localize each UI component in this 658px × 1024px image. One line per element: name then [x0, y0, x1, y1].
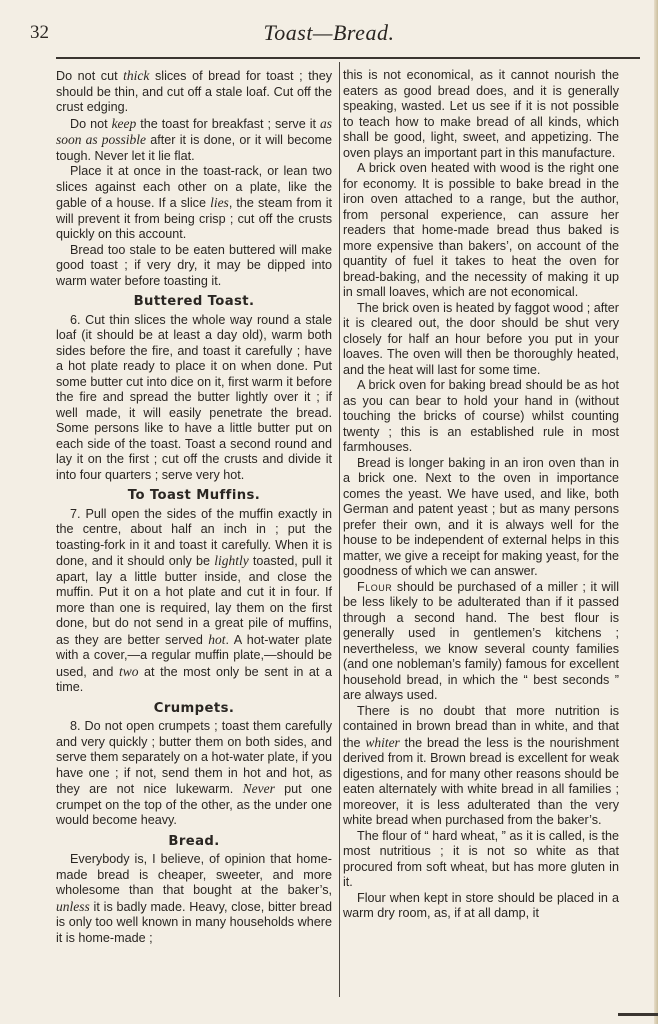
right-column — [343, 68, 619, 922]
heading-buttered-toast: Buttered Toast. — [133, 294, 255, 309]
paragraph: this is not economical, as it cannot nourish the eaters as good bread does, and it is generally speaking, wasted. Let us see if it is not possible to teach how to make bread of all kinds, which shall be good, light, sweet, and appetizing. The oven plays an important part in this manufacture. — [343, 68, 619, 160]
paragraph: 7. Pull open the sides of the muffin exactly in the centre, about half an inch in ; put the toasting-fork in it and toast it carefully. When it is done, and it should only be lightly toasted, pull it apart, lay a little butter inside, and close the muffin. Put it on a hot plate and cut it in four. If more than one is required, lay them on the first done, but do not send in a great pile of muffins, as they are better served hot. A hot-water plate with a cover,—a regular muffin plate,—should be used, and two at the most only be sent in at a time. — [56, 506, 332, 694]
paragraph: 8. Do not open crumpets ; toast them carefully and very quickly ; butter them on both sides, and serve them separately on a hot-water plate, if you have one ; if not, send them in hot and hot, as they are not nice lukewarm. Never put one crumpet on the top of the other, as the under one would become heavy. — [56, 719, 332, 827]
heading-bread: Bread. — [168, 833, 220, 849]
paragraph: Place it at once in the toast-rack, or lean two slices against each other on a plate, like the gable of a house. If a slice lies, the steam from it will prevent it from being crisp ; cut off the crusts quickly on this account. — [56, 164, 333, 241]
paragraph: Flour when kept in store should be placed in a warm dry room, as, if at all damp, it — [343, 890, 619, 920]
paragraph: Bread is longer baking in an iron oven than in a brick one. Next to the oven in importance comes the yeast. We have used, and like, both German and patent yeast ; but as many persons prefer their own, and it is always well for the house to be independent of external helps in this matter, we give a receipt for making yeast, for the goodness of which we can answer. — [343, 455, 619, 578]
page-edge — [654, 0, 658, 1024]
paragraph: The brick oven is heated by faggot wood ; after it is cleared out, the door should be shut very closely for half an hour before you put in your loaves. The oven will then be thoroughly heated, and the heat will last for some time. — [343, 300, 619, 377]
left-column — [56, 68, 332, 946]
column-divider — [339, 62, 340, 997]
paragraph: Flour should be purchased of a miller ; it will be less likely to be adulterated than if it passed through a second hand. The best flour is generally used in gentlemen’s kitchens ; nevertheless, we know several county families (and one nobleman’s family) famous for excellent household bread, in which the “ best seconds ” are always used. — [343, 579, 619, 702]
paragraph: Bread too stale to be eaten buttered will make good toast ; if very dry, it may be dipped into warm water before toasting it. — [56, 242, 332, 288]
paragraph: Do not keep the toast for breakfast ; serve it as soon as possible after it is done, or it will become tough. Never let it lie flat. — [56, 115, 332, 163]
paragraph: 6. Cut thin slices the whole way round a stale loaf (it should be at least a day old), warm both sides before the fire, and toast it carefully ; have a hot plate ready to place it on when done. Put some butter cut into dice on it, first warm it before the fire and spread the butter lightly over it ; if well made, it will easily penetrate the bread. Some persons like to have a little butter put on each side of the toast. Toast a second round and lay it on the first ; cut off the crusts and divide it into four quarters ; serve very hot. — [56, 312, 332, 482]
paragraph: Everybody is, I believe, of opinion that home-made bread is cheaper, sweeter, and more wholesome than that bought at the baker’s, unless it is badly made. Heavy, close, bitter bread is only too well known in many households where it is home-made ; — [56, 852, 332, 945]
heading-to-toast-muffins: To Toast Muffins. — [127, 488, 261, 503]
top-rule — [56, 57, 640, 59]
heading-crumpets: Crumpets. — [153, 700, 235, 716]
paragraph: Do not cut thick slices of bread for toast ; they should be thin, and cut off a stale loaf. Cut off the crust edging. — [56, 68, 332, 114]
running-head: Toast—Bread. — [263, 20, 395, 45]
paragraph: The flour of “ hard wheat, ” as it is called, is the most nutritious ; it is not so white as that procured from soft wheat, but has more gluten in it. — [343, 828, 619, 889]
paragraph: A brick oven heated with wood is the right one for economy. It is possible to bake bread in the iron oven attached to a range, but the author, from personal experience, can assure her readers that home-made bread thus baked is more expensive than bakers’, on account of the quantity of fuel it takes to heat the oven for bread-baking, and the necessity of making it up in small loaves, which are not economical. — [343, 161, 619, 299]
page-number: 32 — [30, 22, 49, 43]
paragraph: A brick oven for baking bread should be as hot as you can bear to hold your hand in (without touching the bricks of course) whilst counting twenty ; this is an established rule in most farmhouses. — [343, 378, 619, 454]
edge-mark — [618, 1013, 658, 1016]
paragraph: There is no doubt that more nutrition is contained in brown bread than in white, and that the whiter the bread the less is the nourishment derived from it. Brown bread is excellent for weak digestions, and for many other reasons should be eaten alternately with white bread in all families ; moreover, it is less adulterated than the very white bread when purchased from the baker’s. — [343, 703, 619, 827]
